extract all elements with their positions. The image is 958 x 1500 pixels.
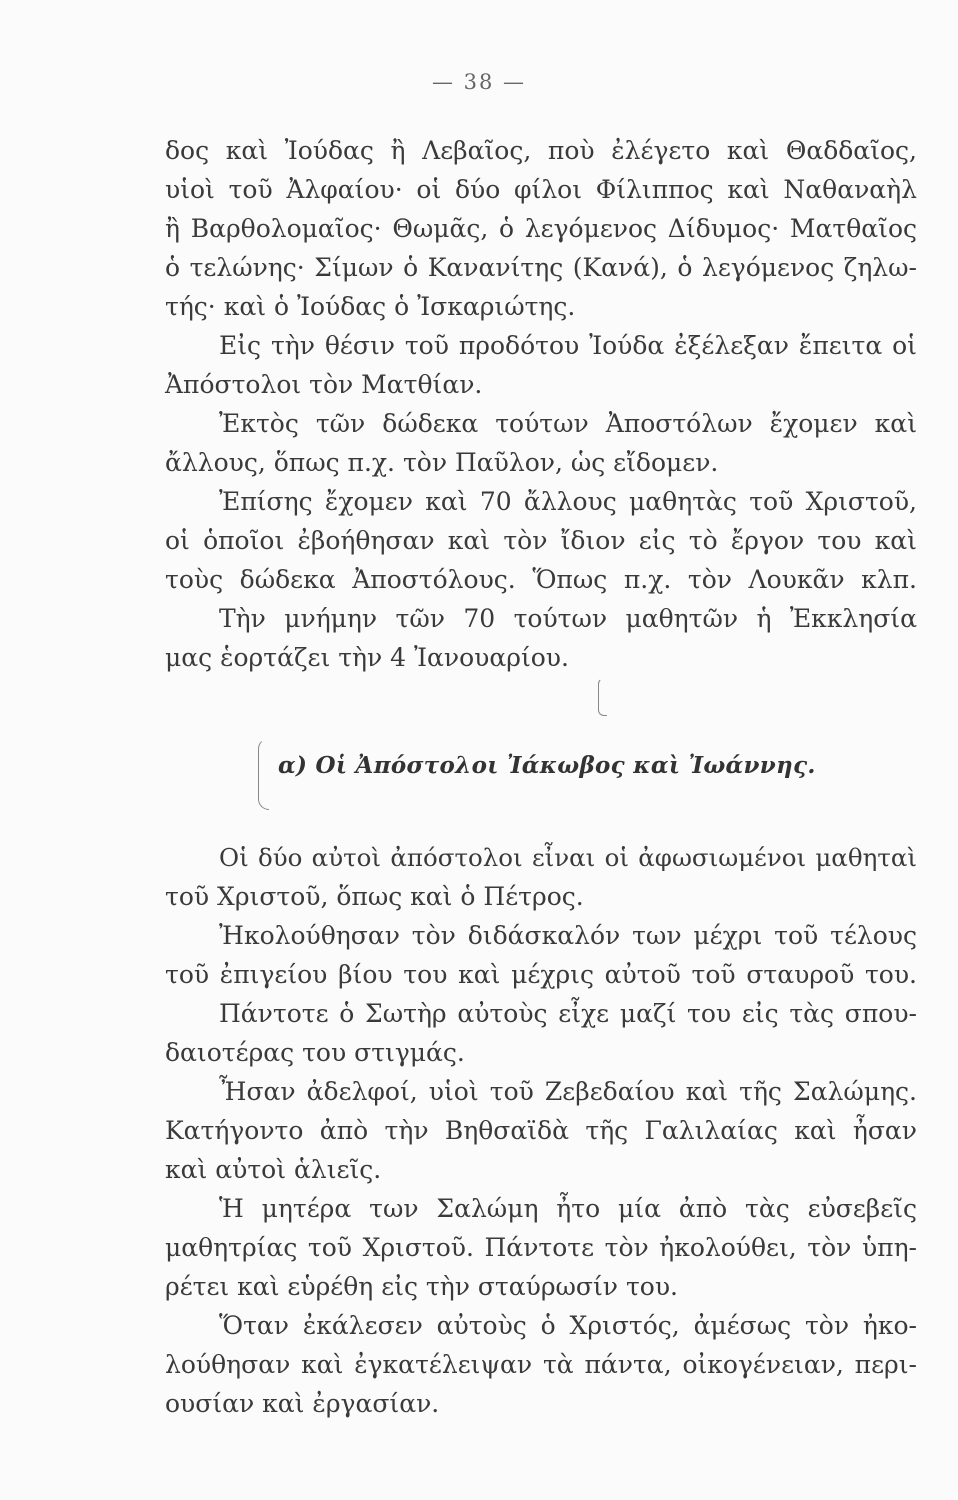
text-line: Ἦσαν ἀδελφοί, υἱοὶ τοῦ Ζεβεδαίου καὶ τῆς Σαλώμης. xyxy=(219,1077,917,1106)
text-line: λούθησαν καὶ ἐγκατέλειψαν τὰ πάντα, οἰκογένειαν, περι- xyxy=(165,1350,917,1379)
section-two-text xyxy=(165,838,917,1423)
text-line: τοὺς δώδεκα Ἀποστόλους. Ὅπως π.χ. τὸν Λουκᾶν κλπ. xyxy=(165,565,917,594)
text-line: τοῦ Χριστοῦ, ὅπως καὶ ὁ Πέτρος. xyxy=(165,882,584,911)
text-line: Ἀπόστολοι τὸν Ματθίαν. xyxy=(165,370,483,399)
text-line: ρέτει καὶ εὑρέθη εἰς τὴν σταύρωσίν του. xyxy=(165,1272,678,1301)
text-line: Πάντοτε ὁ Σωτὴρ αὐτοὺς εἶχε μαζί του εἰς τὰς σπου- xyxy=(219,999,917,1028)
text-line: τής· καὶ ὁ Ἰούδας ὁ Ἰσκαριώτης. xyxy=(165,292,576,321)
text-line: τοῦ ἐπιγείου βίου του καὶ μέχρις αὐτοῦ τοῦ σταυροῦ του. xyxy=(165,960,917,989)
text-line: Εἰς τὴν θέσιν τοῦ προδότου Ἰούδα ἐξέλεξαν ἔπειτα οἱ xyxy=(219,331,917,360)
text-line: δαιοτέρας του στιγμάς. xyxy=(165,1038,465,1067)
text-line: Ἠκολούθησαν τὸν διδάσκαλόν των μέχρι τοῦ τέλους xyxy=(219,921,917,950)
text-line: Κατήγοντο ἀπὸ τὴν Βηθσαϊδὰ τῆς Γαλιλαίας καὶ ἦσαν xyxy=(165,1116,917,1145)
text-line: ὁ τελώνης· Σίμων ὁ Κανανίτης (Κανά), ὁ λεγόμενος ζηλω- xyxy=(165,253,917,282)
page-number: — 38 — xyxy=(431,70,527,94)
text-line: μαθητρίας τοῦ Χριστοῦ. Πάντοτε τὸν ἠκολούθει, τὸν ὑπη- xyxy=(165,1233,917,1262)
text-line: μας ἑορτάζει τὴν 4 Ἰανουαρίου. xyxy=(165,643,569,672)
text-line: Ἐκτὸς τῶν δώδεκα τούτων Ἀποστόλων ἔχομεν καὶ xyxy=(219,409,917,438)
text-line: καὶ αὐτοὶ ἁλιεῖς. xyxy=(165,1155,382,1184)
text-line: Ἡ μητέρα των Σαλώμη ἦτο μία ἀπὸ τὰς εὐσεβεῖς xyxy=(219,1194,917,1223)
text-line: ουσίαν καὶ ἐργασίαν. xyxy=(165,1389,440,1418)
text-line: υἱοὶ τοῦ Ἀλφαίου· οἱ δύο φίλοι Φίλιππος καὶ Ναθαναὴλ xyxy=(165,175,917,204)
text-line: οἱ ὁποῖοι ἐβοήθησαν καὶ τὸν ἴδιον εἰς τὸ ἔργον του καὶ xyxy=(165,526,917,555)
text-line: Οἱ δύο αὐτοὶ ἀπόστολοι εἶναι οἱ ἀφωσιωμένοι μαθηταὶ xyxy=(219,843,917,872)
section-heading: α) Οἱ Ἀπόστολοι Ἰάκωβος καὶ Ἰωάννης. xyxy=(278,752,816,779)
text-line: Ὅταν ἐκάλεσεν αὐτοὺς ὁ Χριστός, ἀμέσως τὸν ἠκο- xyxy=(219,1311,917,1340)
text-line: δος καὶ Ἰούδας ἢ Λεβαῖος, ποὺ ἐλέγετο καὶ Θαδδαῖος, xyxy=(165,136,917,165)
text-line: Τὴν μνήμην τῶν 70 τούτων μαθητῶν ἡ Ἐκκλησία xyxy=(219,604,917,633)
text-line: ἄλλους, ὅπως π.χ. τὸν Παῦλον, ὡς εἴδομεν. xyxy=(165,448,719,477)
pencil-mark xyxy=(258,738,269,810)
text-line: ἢ Βαρθολομαῖος· Θωμᾶς, ὁ λεγόμενος Δίδυμος· Ματθαῖος xyxy=(165,214,917,243)
text-line: Ἐπίσης ἔχομεν καὶ 70 ἄλλους μαθητὰς τοῦ Χριστοῦ, xyxy=(219,487,917,516)
section-one-text xyxy=(165,131,917,677)
pencil-mark xyxy=(598,678,607,716)
